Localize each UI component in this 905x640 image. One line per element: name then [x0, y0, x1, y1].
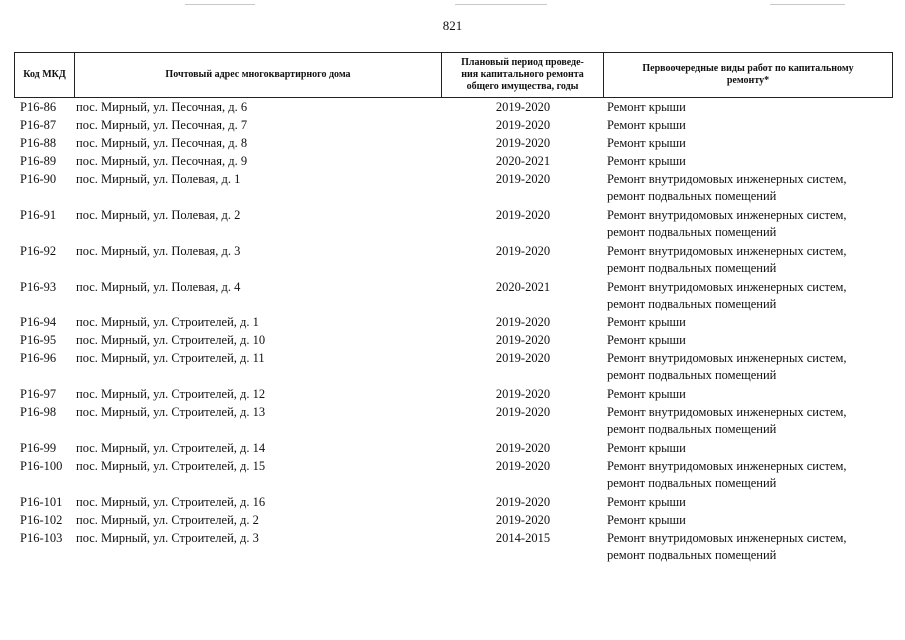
row-works: Ремонт внутридомовых инженерных систем, ремонт подвальных помещений — [607, 459, 847, 490]
row-works: Ремонт внутридомовых инженерных систем, ремонт подвальных помещений — [607, 208, 847, 240]
row-code: Р16-101 — [20, 494, 63, 509]
header-works: Первоочередные виды работ по капитальному ремонту* — [642, 63, 854, 86]
row-works: Ремонт внутридомовых инженерных систем, ремонт подвальных помещений — [607, 405, 847, 437]
row-period: 2019-2020 — [495, 351, 551, 366]
row-code: Р16-86 — [20, 100, 57, 114]
row-code: Р16-93 — [20, 279, 57, 294]
row-address: пос. Мирный, ул. Песочная, д. 6 — [76, 100, 248, 114]
row-works: Ремонт внутридомовых инженерных систем, ремонт подвальных помещений — [607, 530, 847, 562]
row-code: Р16-87 — [20, 118, 57, 133]
row-period: 2019-2020 — [495, 136, 551, 151]
row-works: Ремонт внутридомовых инженерных систем, ремонт подвальных помещений — [607, 243, 847, 275]
row-period: 2020-2021 — [495, 154, 551, 169]
row-works: Ремонт внутридомовых инженерных систем, ремонт подвальных помещений — [607, 279, 847, 311]
row-works: Ремонт крыши — [607, 100, 686, 114]
row-period: 2019-2020 — [495, 440, 551, 455]
row-code: Р16-88 — [20, 136, 57, 151]
row-address: пос. Мирный, ул. Строителей, д. 3 — [76, 530, 259, 545]
row-period: 2019-2020 — [495, 315, 551, 330]
row-code: Р16-102 — [20, 512, 63, 527]
row-period: 2019-2020 — [495, 208, 551, 223]
row-code: Р16-90 — [20, 172, 57, 187]
row-address: пос. Мирный, ул. Песочная, д. 9 — [76, 154, 248, 169]
row-period: 2019-2020 — [495, 243, 551, 258]
row-address: пос. Мирный, ул. Строителей, д. 12 — [76, 387, 266, 402]
row-works: Ремонт крыши — [607, 136, 686, 151]
row-address: пос. Мирный, ул. Строителей, д. 15 — [76, 459, 266, 473]
row-period: 2014-2015 — [495, 530, 551, 545]
row-code: Р16-89 — [20, 154, 57, 169]
row-address: пос. Мирный, ул. Полевая, д. 4 — [76, 279, 241, 294]
row-code: Р16-92 — [20, 243, 57, 258]
row-code: Р16-94 — [20, 315, 57, 330]
row-period: 2019-2020 — [495, 494, 551, 509]
row-address: пос. Мирный, ул. Строителей, д. 11 — [76, 351, 265, 366]
row-works: Ремонт крыши — [607, 440, 686, 455]
row-period: 2019-2020 — [495, 333, 551, 348]
row-address: пос. Мирный, ул. Полевая, д. 1 — [76, 172, 241, 187]
row-code: Р16-99 — [20, 440, 57, 455]
row-works: Ремонт крыши — [607, 333, 686, 348]
row-address: пос. Мирный, ул. Строителей, д. 10 — [76, 333, 266, 348]
row-period: 2019-2020 — [495, 405, 551, 420]
row-address: пос. Мирный, ул. Песочная, д. 7 — [76, 118, 248, 133]
row-works: Ремонт внутридомовых инженерных систем, ремонт подвальных помещений — [607, 172, 847, 204]
row-code: Р16-97 — [20, 387, 57, 402]
row-address: пос. Мирный, ул. Строителей, д. 14 — [76, 440, 266, 455]
header-address: Почтовый адрес многоквартирного дома — [165, 69, 351, 80]
row-period: 2019-2020 — [495, 387, 551, 402]
row-period: 2019-2020 — [495, 118, 551, 133]
row-works: Ремонт крыши — [607, 154, 686, 169]
row-address: пос. Мирный, ул. Песочная, д. 8 — [76, 136, 248, 151]
row-period: 2019-2020 — [495, 100, 551, 114]
row-address: пос. Мирный, ул. Строителей, д. 2 — [76, 512, 259, 527]
row-period: 2019-2020 — [495, 172, 551, 187]
row-works: Ремонт крыши — [607, 387, 686, 402]
row-works: Ремонт крыши — [607, 494, 686, 509]
row-works: Ремонт крыши — [607, 118, 686, 133]
row-address: пос. Мирный, ул. Полевая, д. 3 — [76, 243, 241, 258]
row-works: Ремонт крыши — [607, 315, 686, 330]
header-period: Плановый период проведе- ния капитального ремонта общего имущества, годы — [461, 57, 584, 92]
row-code: Р16-95 — [20, 333, 57, 348]
row-code: Р16-100 — [20, 459, 63, 473]
row-code: Р16-103 — [20, 530, 63, 545]
row-period: 2019-2020 — [495, 459, 551, 473]
row-address: пос. Мирный, ул. Строителей, д. 1 — [76, 315, 259, 330]
row-code: Р16-98 — [20, 405, 57, 420]
header-code: Код МКД — [23, 69, 66, 80]
row-works: Ремонт крыши — [607, 512, 686, 527]
page-number: 821 — [442, 18, 463, 33]
row-address: пос. Мирный, ул. Строителей, д. 16 — [76, 494, 266, 509]
row-code: Р16-91 — [20, 208, 57, 223]
row-works: Ремонт внутридомовых инженерных систем, ремонт подвальных помещений — [607, 351, 847, 383]
row-address: пос. Мирный, ул. Полевая, д. 2 — [76, 208, 241, 223]
row-code: Р16-96 — [20, 351, 57, 366]
row-address: пос. Мирный, ул. Строителей, д. 13 — [76, 405, 266, 420]
row-period: 2020-2021 — [495, 279, 551, 294]
row-period: 2019-2020 — [495, 512, 551, 527]
